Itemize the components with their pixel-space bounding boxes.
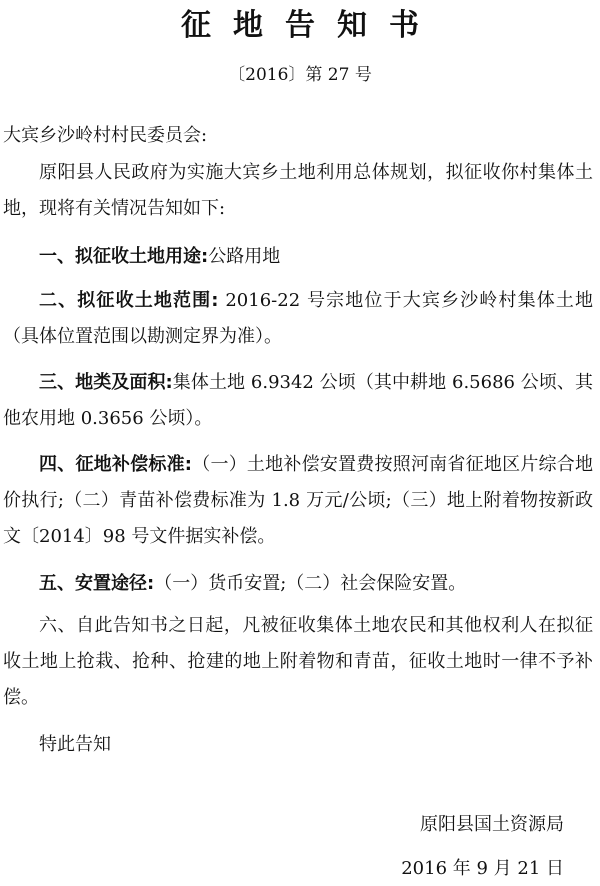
section-body: 公路用地 xyxy=(208,246,281,267)
addressee: 大宾乡沙岭村村民委员会: xyxy=(3,125,208,146)
section-body: 2016-22 号宗地位于大宾乡沙岭村集体土地（具体位置范围以勘测定界为准）。 xyxy=(3,290,593,347)
intro-paragraph: 原阳县人民政府为实施大宾乡土地利用总体规划，拟征收你村集体土地，现将有关情况告知如下: xyxy=(3,162,593,219)
section-heading: 二、拟征收土地范围: xyxy=(39,290,219,311)
section-body: 集体土地 6.9342 公顷（其中耕地 6.5686 公顷、其他农用地 0.3656 公顷）。 xyxy=(3,372,594,429)
section-heading: 五、安置途径: xyxy=(39,573,155,594)
section-body: 六、自此告知书之日起，凡被征收集体土地农民和其他权利人在拟征收土地上抢栽、抢种、抢建的地上附着物和青苗，征收土地时一律不予补偿。 xyxy=(3,615,593,708)
section-body: （一）土地补偿安置费按照河南省征地区片综合地价执行;（二）青苗补偿费标准为 1.8 万元/公顷;（三）地上附着物按新政文〔2014〕98 号文件据实补偿。 xyxy=(3,454,593,547)
document-number: 〔2016〕第 27 号 xyxy=(228,65,372,85)
section-heading: 四、征地补偿标准: xyxy=(39,454,193,475)
section-no-compensation xyxy=(3,608,593,716)
section-resettlement xyxy=(3,566,593,602)
closing-remark: 特此告知 xyxy=(39,734,111,755)
section-land-use xyxy=(3,239,593,275)
section-body: （一）货币安置;（二）社会保险安置。 xyxy=(154,573,467,594)
signing-date: 2016 年 9 月 21 日 xyxy=(401,858,564,879)
section-heading: 一、拟征收土地用途: xyxy=(39,246,209,267)
section-land-area xyxy=(3,365,593,437)
section-land-scope xyxy=(3,283,593,355)
section-heading: 三、地类及面积: xyxy=(39,372,173,393)
signing-authority: 原阳县国土资源局 xyxy=(420,814,564,835)
section-compensation xyxy=(3,447,593,555)
document-title: 征地告知书 xyxy=(181,8,441,43)
